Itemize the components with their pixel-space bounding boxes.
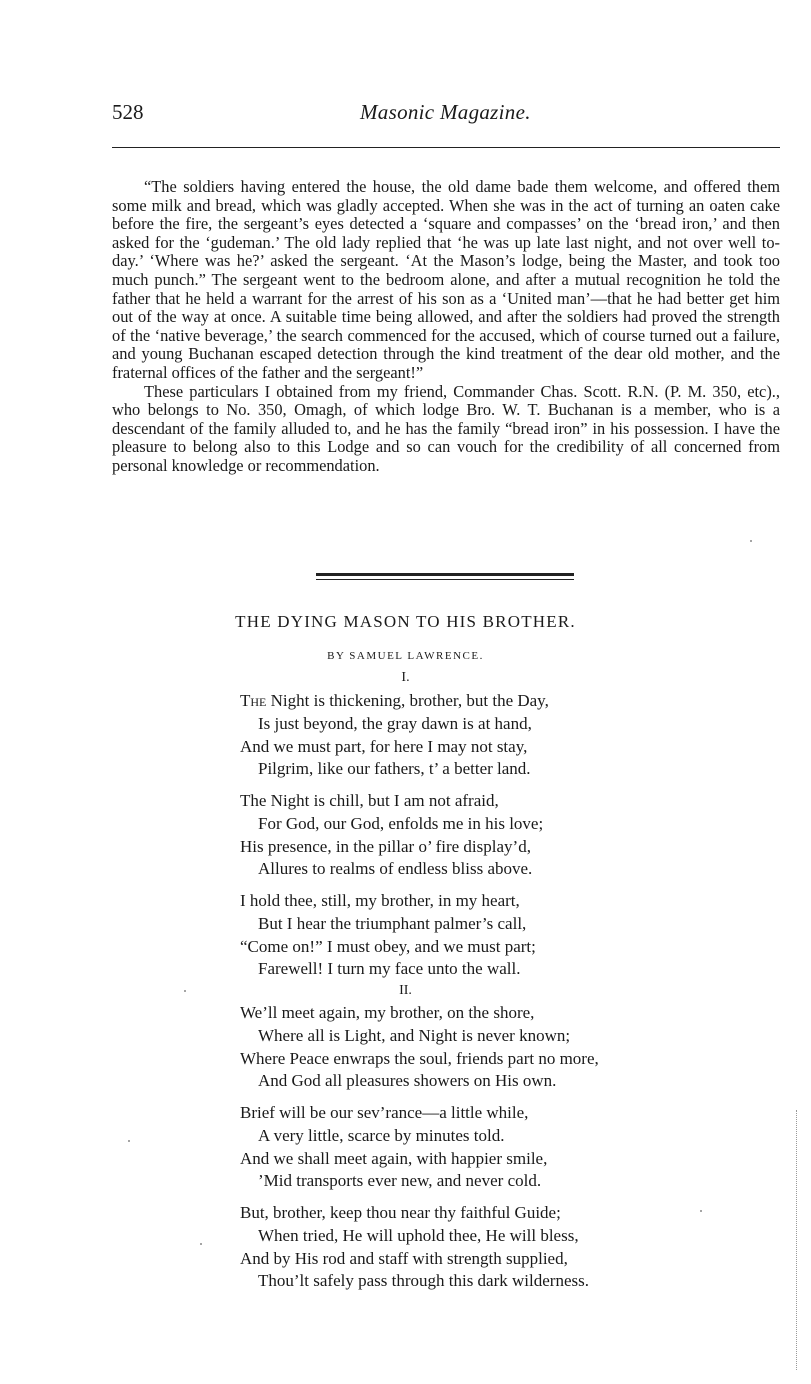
verse-line: But I hear the triumphant palmer’s call,: [258, 913, 527, 933]
verse-line: His presence, in the pillar o’ fire display’d,: [240, 836, 531, 856]
paragraph: “The soldiers having entered the house, the old dame bade them welcome, and offered them some milk and bread, which was gladly accepted. When she was in the act of turning an oaten cake before the fire, the sergeant’s eyes detected a ‘square and compasses’ on the ‘bread iron,’ and then asked for the ‘gudeman.’ The old lady replied that ‘he was up late last night, and not over well to-day.’ ‘Where was he?’ asked the sergeant. ‘At the Mason’s lodge, being the Master, and took too much punch.” The sergeant went to the bedroom alone, and after a mutual recognition he told the father that he held a warrant for the arrest of his son as a ‘United man’—that he had better get him out of the way at once. A suitable time being allowed, and after the soldiers had proved the strength of the ‘native beverage,’ the search commenced for the accused, which of course turned out a failure, and young Buchanan escaped detection through the kind treatment of the dear old mother, and the fraternal offices of the father and the sergeant!”: [112, 177, 780, 382]
stanza: [240, 1202, 760, 1293]
stanza: [240, 1102, 760, 1193]
verse-line: Where Peace enwraps the soul, friends part no more,: [240, 1048, 599, 1068]
header-rule: [112, 147, 780, 148]
stanza: [240, 890, 760, 981]
verse-line: When tried, He will uphold thee, He will bless,: [258, 1225, 579, 1245]
poem-title: THE DYING MASON TO HIS BROTHER.: [235, 612, 576, 631]
verse-line: Is just beyond, the gray dawn is at hand,: [258, 713, 532, 733]
paper-speck: [200, 1243, 202, 1245]
verse-line: A very little, scarce by minutes told.: [258, 1125, 505, 1145]
drop-word: The: [240, 691, 267, 710]
section-divider: [316, 573, 574, 580]
verse-line: And we shall meet again, with happier smile,: [240, 1148, 548, 1168]
verse-line: And God all pleasures showers on His own.: [258, 1071, 557, 1091]
verse-line: The Night is chill, but I am not afraid,: [240, 791, 499, 810]
verse-line: For God, our God, enfolds me in his love;: [258, 813, 544, 833]
paper-speck: [184, 990, 186, 992]
page-number: 528: [112, 100, 144, 124]
verse-line: And by His rod and staff with strength supplied,: [240, 1248, 568, 1268]
verse-line: Where all is Light, and Night is never known;: [258, 1025, 571, 1045]
stanza: [240, 790, 760, 881]
part-numeral: I.: [401, 670, 410, 685]
verse-line: Pilgrim, like our fathers, t’ a better land.: [258, 759, 531, 779]
verse-line: The Night is thickening, brother, but the Day,: [240, 691, 549, 710]
paragraph: These particulars I obtained from my friend, Commander Chas. Scott. R.N. (P. M. 350, etc)., who belongs to No. 350, Omagh, of which lodge Bro. W. T. Buchanan is a member, who is a descendant of the family alluded to, and he has the family “bread iron” in his possession. I have the pleasure to belong also to this Lodge and so can vouch for the credibility of all concerned from personal knowledge or recommendation.: [112, 381, 780, 475]
verse-line: And we must part, for here I may not stay,: [240, 736, 528, 756]
page-header: [112, 100, 780, 134]
verse-line: Brief will be our sev’rance—a little while,: [240, 1103, 529, 1122]
part-numeral: II.: [399, 983, 412, 998]
verse-line: I hold thee, still, my brother, in my heart,: [240, 891, 520, 910]
scan-edge-mark: [796, 1110, 799, 1370]
stanza: [240, 1002, 760, 1093]
paper-speck: [750, 540, 752, 542]
divider-thick-rule: [316, 573, 574, 576]
verse-line: Farewell! I turn my face unto the wall.: [258, 959, 521, 979]
paper-speck: [128, 1140, 130, 1142]
paper-speck: [700, 1210, 702, 1212]
verse-line: We’ll meet again, my brother, on the shore,: [240, 1003, 535, 1022]
divider-thin-rule: [316, 579, 574, 580]
running-title: Masonic Magazine.: [360, 100, 531, 124]
verse-line: Allures to realms of endless bliss above.: [258, 859, 533, 879]
stanza: [240, 690, 760, 781]
verse-line: But, brother, keep thou near thy faithful Guide;: [240, 1203, 561, 1222]
verse-line: ’Mid transports ever new, and never cold.: [258, 1171, 542, 1191]
article-body: [112, 178, 780, 476]
poem-byline: BY SAMUEL LAWRENCE.: [327, 650, 484, 662]
verse-line: “Come on!” I must obey, and we must part;: [240, 936, 536, 956]
verse-line: Thou’lt safely pass through this dark wilderness.: [258, 1271, 589, 1291]
